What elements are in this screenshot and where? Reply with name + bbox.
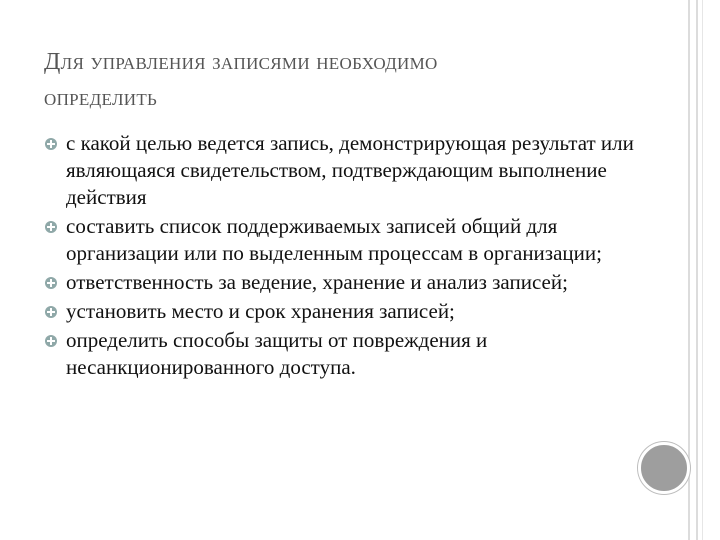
bullet-text: ответственность за ведение, хранение и анализ записей; — [66, 270, 568, 294]
slide-title — [44, 44, 644, 116]
bullet-text: определить способы защиты от повреждения и несанкционированного доступа. — [66, 328, 488, 379]
bullet-item-purpose — [44, 130, 664, 211]
bullet-text: составить список поддерживаемых записей общий для организации или по выделенным процессам в организации; — [66, 214, 602, 265]
decorative-circle — [638, 442, 690, 494]
bullet-item-storage — [44, 298, 664, 325]
circle-plus-icon — [44, 137, 58, 151]
bullet-text: установить место и срок хранения записей; — [66, 299, 455, 323]
bullet-item-list — [44, 213, 664, 267]
frame-line-middle — [696, 0, 698, 540]
slide-title-line-1: Для управления записями необходимо — [44, 49, 438, 75]
circle-plus-icon — [44, 305, 58, 319]
circle-plus-icon — [44, 220, 58, 234]
circle-plus-icon — [44, 334, 58, 348]
slide-title-line-2: определить — [44, 85, 158, 111]
bullet-item-protection — [44, 327, 664, 381]
frame-line-right — [702, 0, 703, 540]
bullet-text: с какой целью ведется запись, демонстрирующая результат или являющаяся свидетельством, подтверждающим выполнение действия — [66, 131, 634, 209]
circle-plus-icon — [44, 276, 58, 290]
bullet-item-responsibility — [44, 269, 664, 296]
bullet-list — [44, 130, 664, 383]
